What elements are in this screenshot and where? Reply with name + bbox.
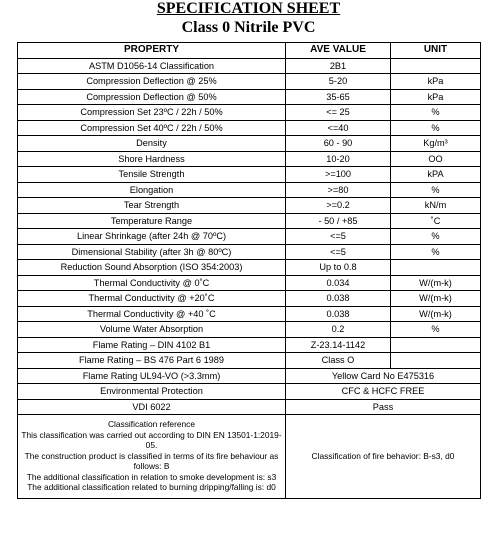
cell-property: Temperature Range <box>18 213 286 229</box>
table-row <box>18 368 481 384</box>
cell-value: 60 - 90 <box>286 136 391 152</box>
table-row <box>18 275 481 291</box>
cell-value: - 50 / +85 <box>286 213 391 229</box>
cell-unit <box>391 353 481 369</box>
cell-unit <box>391 260 481 276</box>
specification-table <box>17 42 481 499</box>
table-row <box>18 322 481 338</box>
cell-value: <=5 <box>286 229 391 245</box>
cell-unit: % <box>391 182 481 198</box>
cell-property: VDI 6022 <box>18 399 286 415</box>
cell-property: Compression Set 40ºC / 22h / 50% <box>18 120 286 136</box>
cell-value: <=5 <box>286 244 391 260</box>
cell-property: Tensile Strength <box>18 167 286 183</box>
cell-property: Flame Rating – BS 476 Part 6 1989 <box>18 353 286 369</box>
cell-property: Environmental Protection <box>18 384 286 400</box>
table-row <box>18 120 481 136</box>
table-row <box>18 105 481 121</box>
cell-merged-value: CFC & HCFC FREE <box>286 384 481 400</box>
cell-unit: % <box>391 229 481 245</box>
cell-property: Thermal Conductivity @ +20˚C <box>18 291 286 307</box>
cell-unit: OO <box>391 151 481 167</box>
table-row <box>18 58 481 74</box>
classification-line: This classification was carried out according to DIN EN 13501-1:2019-05. <box>21 429 282 450</box>
cell-property: Compression Deflection @ 25% <box>18 74 286 90</box>
cell-property: Flame Rating UL94-VO (>3.3mm) <box>18 368 286 384</box>
cell-unit: Kg/m³ <box>391 136 481 152</box>
cell-unit: % <box>391 322 481 338</box>
table-row <box>18 74 481 90</box>
classification-line: The additional classification in relation to smoke development is: s3 <box>26 471 277 482</box>
cell-value: >=80 <box>286 182 391 198</box>
cell-property: Tear Strength <box>18 198 286 214</box>
classification-reference <box>18 415 286 499</box>
cell-property: Thermal Conductivity @ 0˚C <box>18 275 286 291</box>
classification-result: Classification of fire behavior: B-s3, d0 <box>286 415 481 499</box>
cell-value: 0.2 <box>286 322 391 338</box>
table-row <box>18 229 481 245</box>
page-title: SPECIFICATION SHEET <box>156 0 341 17</box>
classification-line: The additional classification related to burning dripping/falling is: d0 <box>27 482 276 492</box>
classification-row <box>18 415 481 499</box>
cell-unit: W/(m-k) <box>391 291 481 307</box>
page-subtitle: Class 0 Nitrile PVC <box>181 19 316 36</box>
cell-property: Compression Deflection @ 50% <box>18 89 286 105</box>
cell-unit: kPA <box>391 167 481 183</box>
table-row <box>18 182 481 198</box>
cell-value: 5-20 <box>286 74 391 90</box>
cell-unit: % <box>391 120 481 136</box>
cell-unit <box>391 337 481 353</box>
classification-line: Classification reference <box>107 419 196 429</box>
cell-property: Density <box>18 136 286 152</box>
table-row <box>18 306 481 322</box>
table-row <box>18 291 481 307</box>
cell-unit: W/(m-k) <box>391 275 481 291</box>
table-row <box>18 260 481 276</box>
cell-unit: kPa <box>391 89 481 105</box>
cell-property: Dimensional Stability (after 3h @ 80ºC) <box>18 244 286 260</box>
table-row <box>18 244 481 260</box>
cell-value: 0.038 <box>286 306 391 322</box>
cell-property: Shore Hardness <box>18 151 286 167</box>
table-row <box>18 151 481 167</box>
cell-property: Elongation <box>18 182 286 198</box>
table-row <box>18 337 481 353</box>
table-row <box>18 213 481 229</box>
cell-value: 10-20 <box>286 151 391 167</box>
cell-unit: kPa <box>391 74 481 90</box>
header-unit: UNIT <box>391 43 481 59</box>
table-row <box>18 136 481 152</box>
cell-unit: ˚C <box>391 213 481 229</box>
cell-value: >=0.2 <box>286 198 391 214</box>
cell-property: Linear Shrinkage (after 24h @ 70ºC) <box>18 229 286 245</box>
cell-unit: % <box>391 244 481 260</box>
cell-value: 0.034 <box>286 275 391 291</box>
cell-value: Up to 0.8 <box>286 260 391 276</box>
cell-value: 0.038 <box>286 291 391 307</box>
cell-value: <= 25 <box>286 105 391 121</box>
table-row <box>18 198 481 214</box>
table-row <box>18 399 481 415</box>
table-row <box>18 384 481 400</box>
classification-line: The construction product is classified in terms of its fire behaviour as follows: B <box>24 450 279 471</box>
cell-unit: % <box>391 105 481 121</box>
header-property: PROPERTY <box>18 43 286 59</box>
cell-merged-value: Yellow Card No E475316 <box>286 368 481 384</box>
header-value: AVE VALUE <box>286 43 391 59</box>
cell-value: Class O <box>286 353 391 369</box>
cell-merged-value: Pass <box>286 399 481 415</box>
cell-unit <box>391 58 481 74</box>
cell-unit: W/(m-k) <box>391 306 481 322</box>
cell-property: Thermal Conductivity @ +40 ˚C <box>18 306 286 322</box>
table-row <box>18 167 481 183</box>
cell-value: 35-65 <box>286 89 391 105</box>
cell-value: 2B1 <box>286 58 391 74</box>
cell-property: Volume Water Absorption <box>18 322 286 338</box>
cell-value: >=100 <box>286 167 391 183</box>
cell-property: ASTM D1056-14 Classification <box>18 58 286 74</box>
cell-property: Compression Set 23ºC / 22h / 50% <box>18 105 286 121</box>
cell-unit: kN/m <box>391 198 481 214</box>
cell-property: Reduction Sound Absorption (ISO 354:2003) <box>18 260 286 276</box>
table-body <box>18 58 481 498</box>
table-header-row <box>18 43 481 59</box>
table-row <box>18 89 481 105</box>
table-row <box>18 353 481 369</box>
cell-property: Flame Rating – DIN 4102 B1 <box>18 337 286 353</box>
cell-value: <=40 <box>286 120 391 136</box>
cell-value: Z-23.14-1142 <box>286 337 391 353</box>
